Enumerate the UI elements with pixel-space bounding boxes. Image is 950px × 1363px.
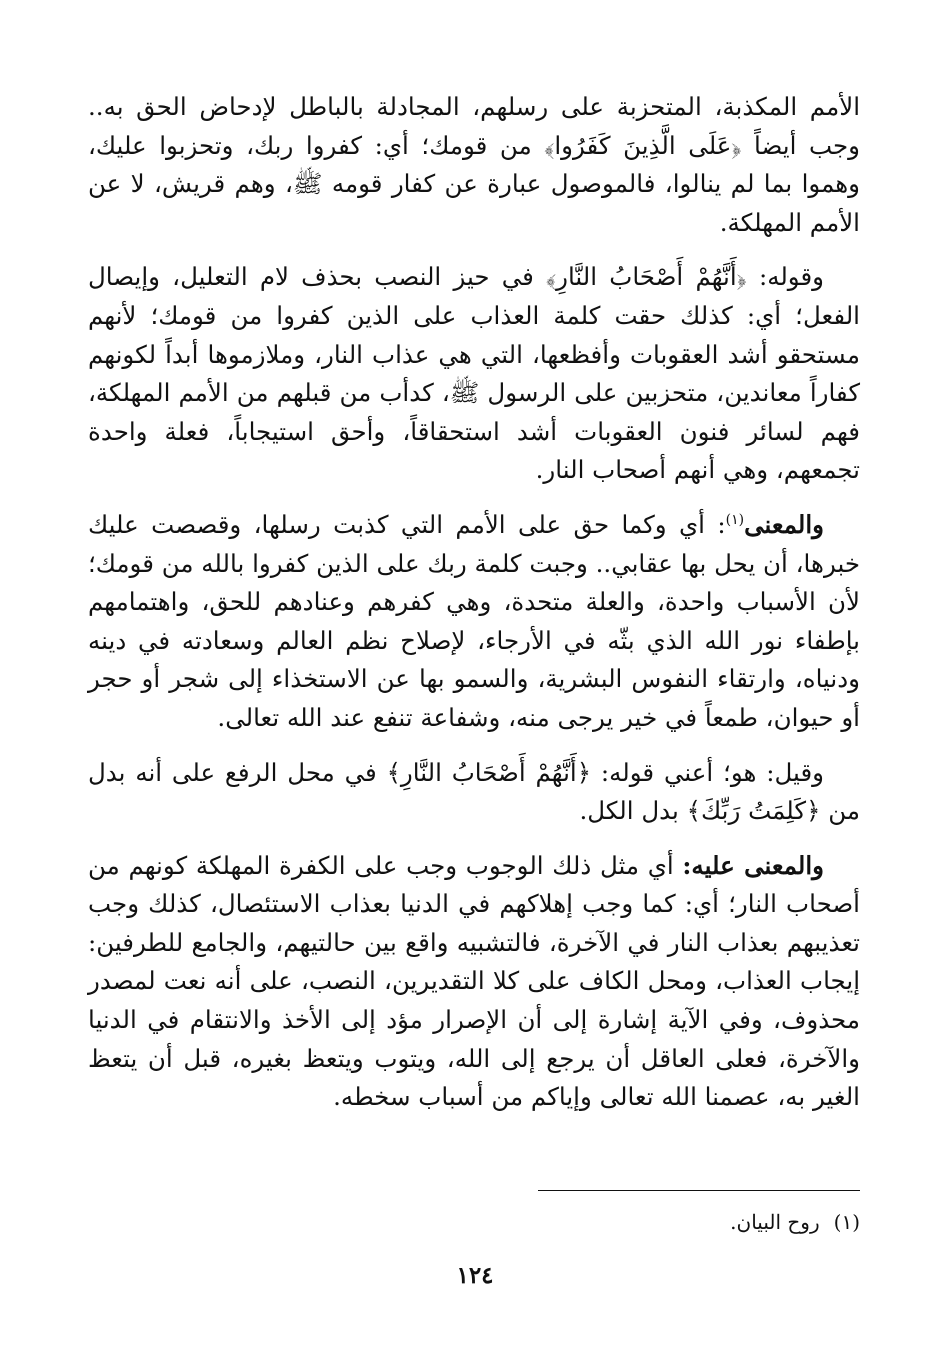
paragraph-5 (88, 847, 860, 1117)
footnote-number: (١) (833, 1210, 860, 1234)
footnote (360, 1208, 860, 1236)
paragraph-1-text: الأمم المكذبة، المتحزبة على رسلهم، المجادلة بالباطل لإدحاض الحق به.. وجب أيضاً ﴿عَلَى الَّذِينَ كَفَرُوا﴾ من قومك؛ أي: كفروا ربك، وتحزبوا عليك، وهموا بما لم ينالوا، فالموصول عبارة عن كفار قومه ﷺ، وهم قريش، لا عن الأمم المهلكة. (88, 92, 860, 237)
paragraph-3-text: : أي وكما حق على الأمم التي كذبت رسلها، وقصصت عليك خبرها، أن يحل بها عقابي.. وجبت كلمة ربك على الذين كفروا بالله من قومك؛ لأن الأسباب واحدة، والعلة متحدة، وهي كفرهم وعنادهم للحق، واهتمامهم بإطفاء نور الله الذي بثّه في الأرجاء، لإصلاح نظم العالم وسعادته في دينه ودنياه، وارتقاء النفوس البشرية، والسمو بها عن الاستخذاء إلى شجر أو حجر أو حيوان، طمعاً في خير يرجى منه، وشفاعة تنفع عند الله تعالى. (88, 509, 860, 732)
footnote-divider (538, 1190, 860, 1191)
paragraph-1 (88, 88, 860, 242)
footnote-reference[interactable]: (١) (725, 511, 745, 528)
paragraph-4-text: وقيل: هو؛ أعني قوله: ﴿أَنَّهُمْ أَصْحَابُ النَّارِ﴾ في محل الرفع على أنه بدل من ﴿كَلِمَتُ رَبِّكَ﴾ بدل الكل. (88, 757, 860, 826)
paragraph-3-lead: والمعنى (744, 509, 824, 539)
paragraph-3 (88, 506, 860, 738)
footnote-text: روح البيان. (730, 1210, 820, 1234)
paragraph-2 (88, 258, 860, 490)
paragraph-2-text: وقوله: ﴿أَنَّهُمْ أَصْحَابُ النَّارِ﴾ في حيز النصب بحذف لام التعليل، وإيصال الفعل؛ أي: كذلك حقت كلمة العذاب على الذين كفروا من قومك؛ لأنهم مستحقو أشد العقوبات وأفظعها، التي هي عذاب النار، وملازموها أبداً لكونهم كفاراً معاندين، متحزبين على الرسول ﷺ، كدأب من قبلهم من الأمم المهلكة، فهم لسائر فنون العقوبات أشد استحقاقاً، وأحق استيجاباً، فعلة واحدة تجمعهم، وهي أنهم أصحاب النار. (88, 262, 860, 485)
paragraph-5-text: أي مثل ذلك الوجوب وجب على الكفرة المهلكة كونهم من أصحاب النار؛ أي: كما وجب إهلاكهم في الدنيا بعذاب الاستئصال، كذلك وجب تعذيبهم بعذاب النار في الآخرة، فالتشبيه واقع بين حالتيهم، والجامع للطرفين: إيجاب العذاب، ومحل الكاف على كلا التقديرين، النصب، على أنه نعت لمصدر محذوف، وفي الآية إشارة إلى أن الإصرار مؤد إلى الأخذ والانتقام في الدنيا والآخرة، فعلى العاقل أن يرجع إلى الله، ويتوب ويتعظ بغيره، قبل أن يتعظ الغير به، عصمنا الله تعالى وإياكم من أسباب سخطه. (88, 850, 860, 1112)
page-number: ١٢٤ (456, 1262, 494, 1289)
paragraph-4 (88, 754, 860, 831)
paragraph-5-lead: والمعنى عليه: (682, 850, 825, 880)
page-body (88, 88, 860, 1117)
